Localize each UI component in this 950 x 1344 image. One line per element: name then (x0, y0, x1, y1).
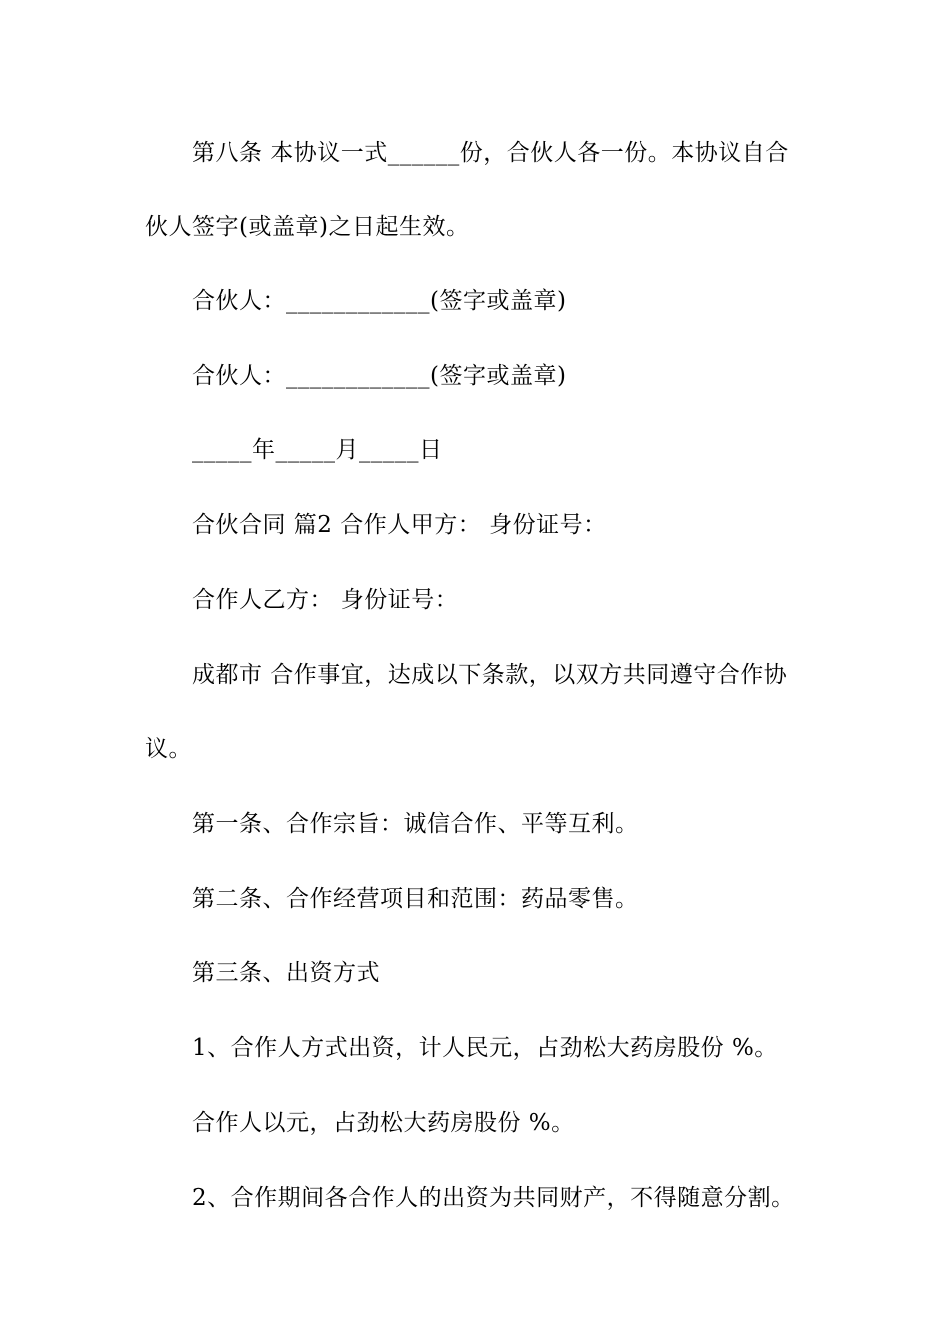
article-3-item-1: 1、合作人方式出资，计人民元，占劲松大药房股份 %。 (192, 1035, 778, 1061)
partner-signature-line-2: 合伙人：____________(签字或盖章) (192, 363, 567, 389)
party-b-line: 合作人乙方： 身份证号： (192, 587, 459, 613)
paragraph-article-8-line-1: 第八条 本协议一式______份，合伙人各一份。本协议自合 (192, 140, 789, 166)
article-3-item-1-continued: 合作人以元，占劲松大药房股份 %。 (192, 1110, 575, 1136)
article-2: 第二条、合作经营项目和范围：药品零售。 (192, 886, 639, 912)
date-line: _____年_____月_____日 (192, 437, 443, 463)
paragraph-article-8-line-2: 伙人签字(或盖章)之日起生效。 (145, 214, 470, 240)
article-3-heading: 第三条、出资方式 (192, 960, 380, 986)
partner-signature-line-1: 合伙人：____________(签字或盖章) (192, 288, 567, 314)
article-1: 第一条、合作宗旨：诚信合作、平等互利。 (192, 811, 639, 837)
intro-paragraph-line-1: 成都市 合作事宜，达成以下条款，以双方共同遵守合作协 (192, 662, 788, 688)
contract-2-heading: 合伙合同 篇2 合作人甲方： 身份证号： (192, 512, 607, 538)
intro-paragraph-line-2: 议。 (145, 736, 192, 762)
article-3-item-2: 2、合作期间各合作人的出资为共同财产，不得随意分割。 (192, 1185, 795, 1211)
